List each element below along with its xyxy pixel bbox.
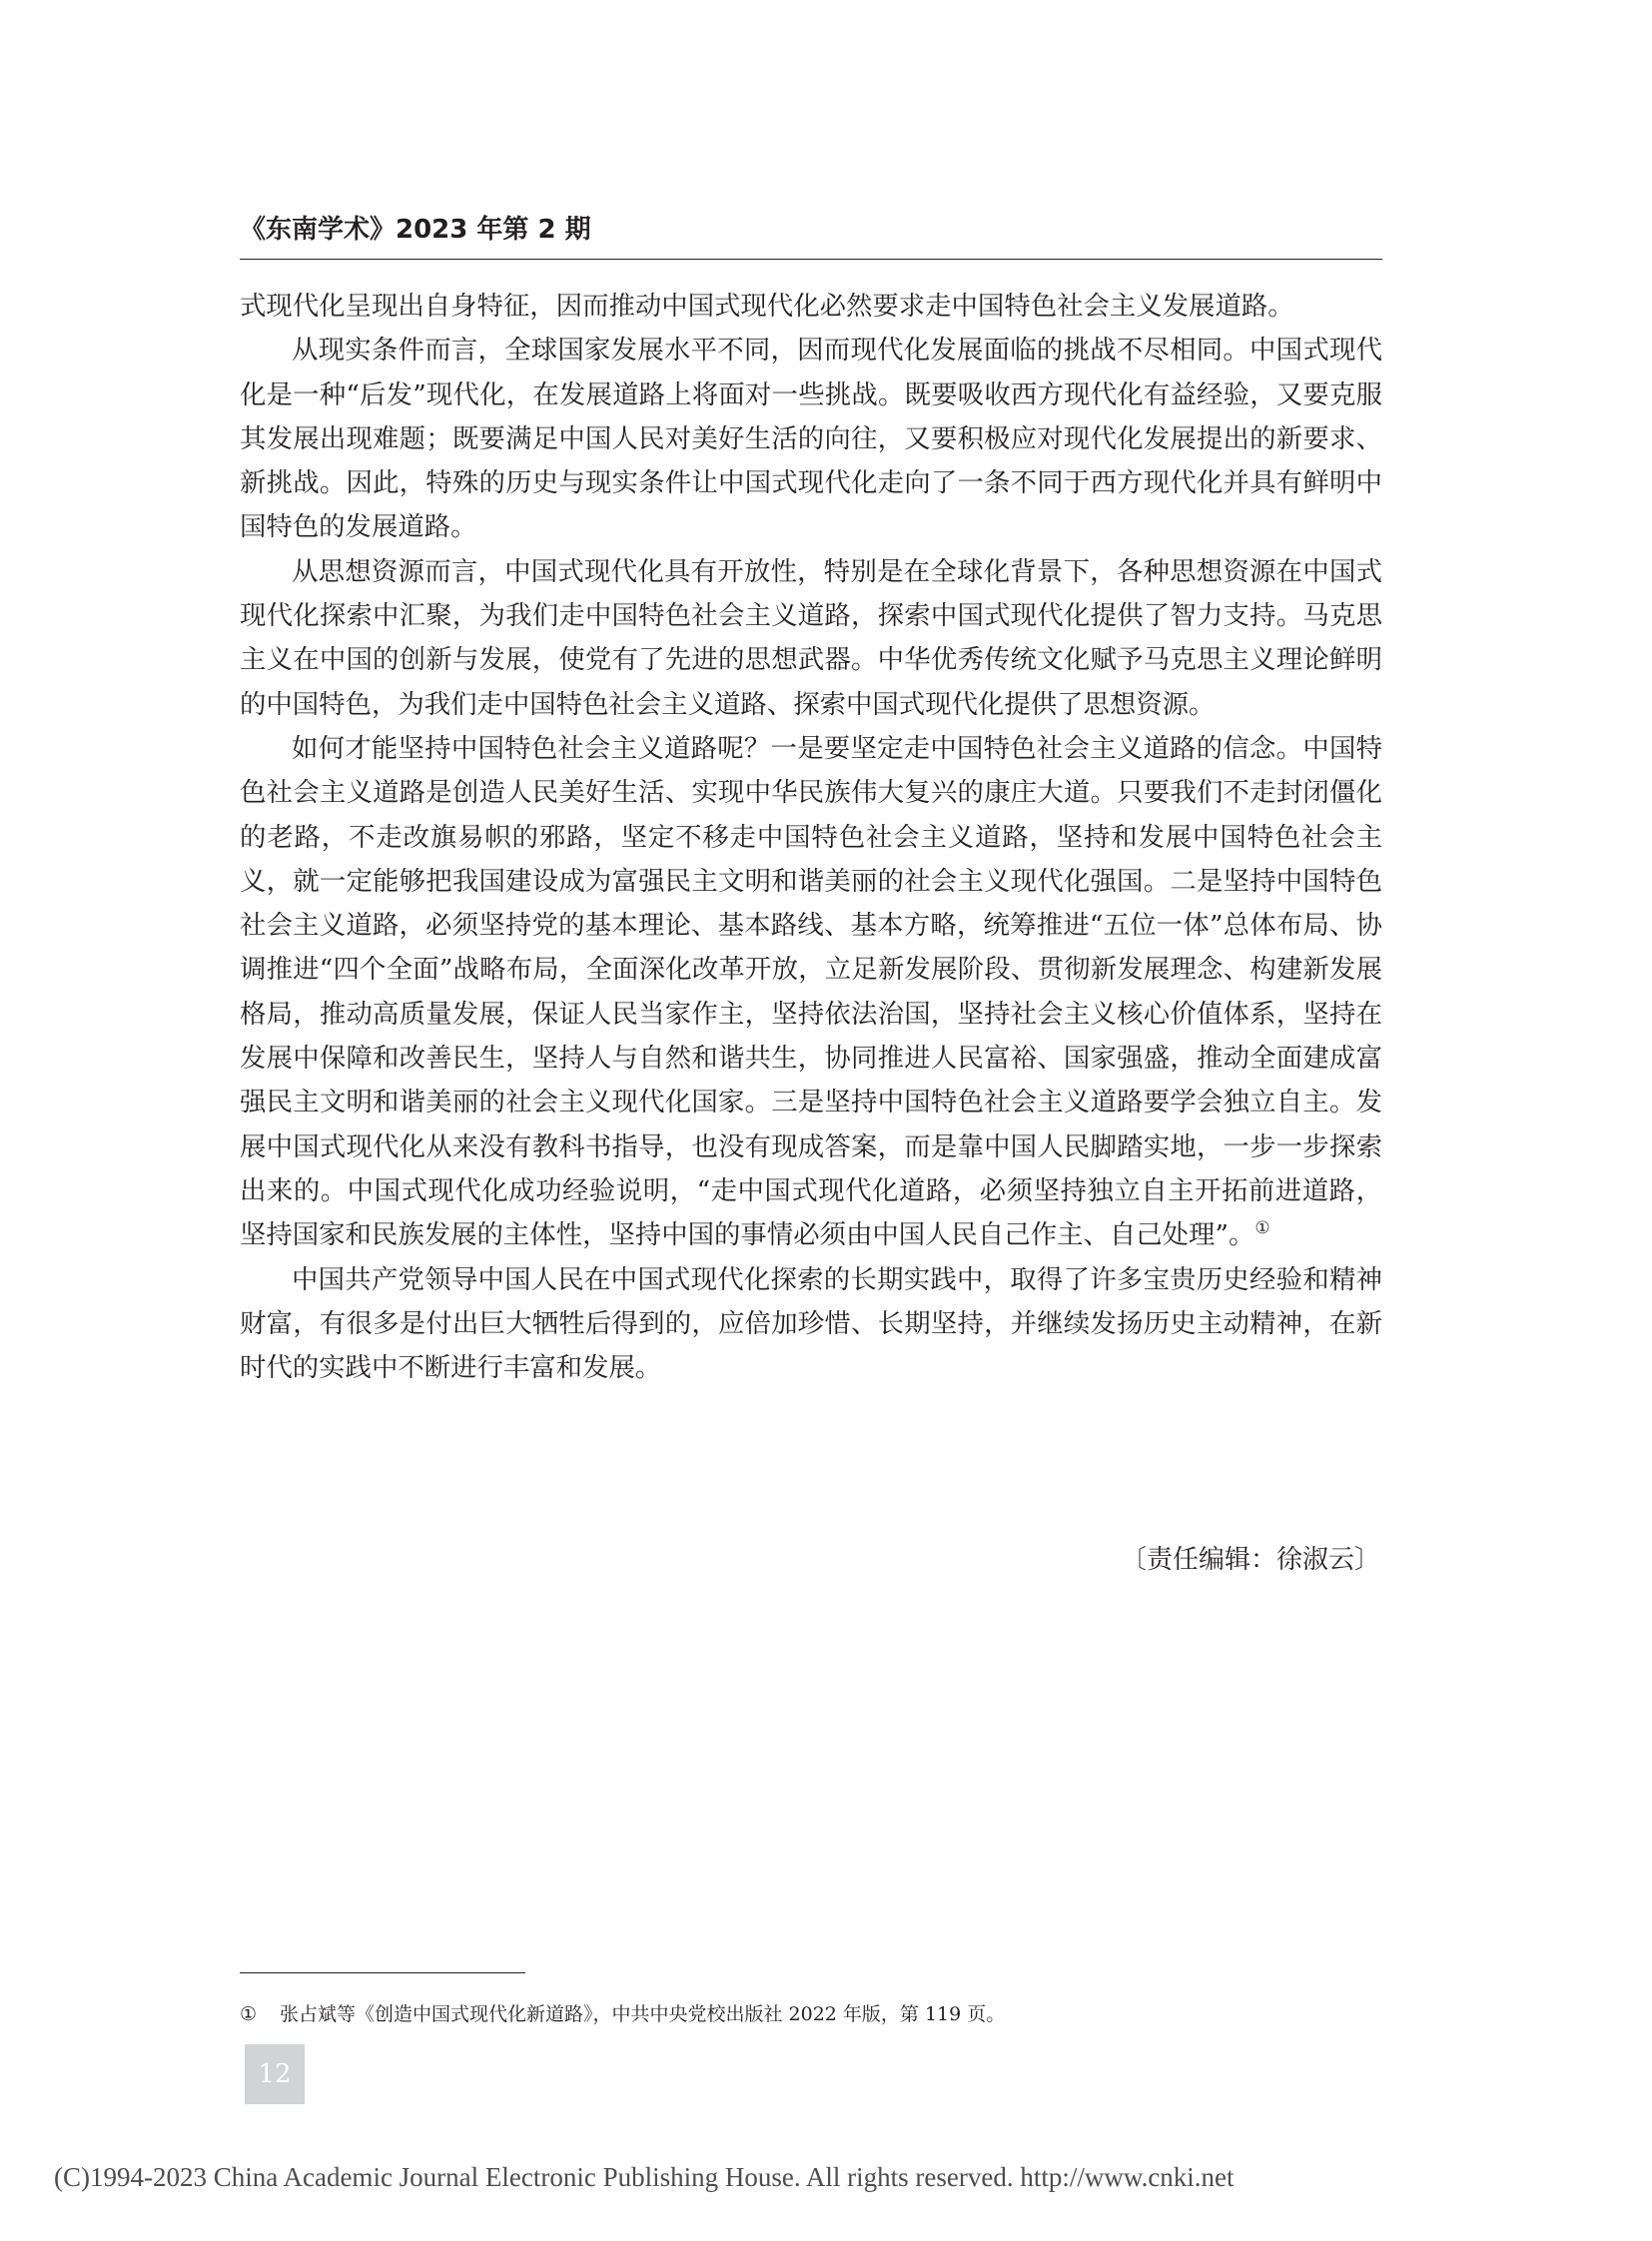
footnote (240, 2000, 1382, 2028)
copyright-notice: (C)1994-2023 China Academic Journal Electronic Publishing House. All rights reserved. http://www.cnki.net (54, 2162, 1235, 2192)
responsible-editor-note: 〔责任编辑：徐淑云〕 (1120, 1545, 1380, 1575)
paragraph-continuation: 式现代化呈现出自身特征，因而推动中国式现代化必然要求走中国特色社会主义发展道路。 (240, 291, 1294, 322)
paragraph-conclusion: 中国共产党领导中国人民在中国式现代化探索的长期实践中，取得了许多宝贵历史经验和精神财富，有很多是付出巨大牺牲后得到的，应倍加珍惜、长期坚持，并继续发扬历史主动精神，在新时代的实践中不断进行丰富和发展。 (240, 1263, 1382, 1384)
running-head: 《东南学术》2023 年第 2 期 (240, 215, 591, 245)
paragraph-ideological-resources: 从思想资源而言，中国式现代化具有开放性，特别是在全球化背景下，各种思想资源在中国式现代化探索中汇聚，为我们走中国特色社会主义道路，探索中国式现代化提供了智力支持。马克思主义在中国的创新与发展，使党有了先进的思想武器。中华优秀传统文化赋予马克思主义理论鲜明的中国特色，为我们走中国特色社会主义道路、探索中国式现代化提供了思想资源。 (240, 555, 1382, 720)
footnote-reference[interactable]: ① (1254, 1218, 1270, 1239)
footnote-mark: ① (240, 2003, 258, 2025)
paragraph-how-to-adhere (240, 727, 1382, 1258)
header-divider (240, 259, 1382, 260)
paragraph-how-to-adhere-text: 如何才能坚持中国特色社会主义道路呢？一是要坚定走中国特色社会主义道路的信念。中国特色社会主义道路是创造人民美好生活、实现中华民族伟大复兴的康庄大道。只要我们不走封闭僵化的老路，不走改旗易帜的邪路，坚定不移走中国特色社会主义道路，坚持和发展中国特色社会主义，就一定能够把我国建设成为富强民主文明和谐美丽的社会主义现代化强国。二是坚持中国特色社会主义道路，必须坚持党的基本理论、基本路线、基本方略，统筹推进“五位一体”总体布局、协调推进“四个全面”战略布局，全面深化改革开放，立足新发展阶段、贯彻新发展理念、构建新发展格局，推动高质量发展，保证人民当家作主，坚持依法治国，坚持社会主义核心价值体系，坚持在发展中保障和改善民生，坚持人与自然和谐共生，协同推进人民富裕、国家强盛，推动全面建成富强民主文明和谐美丽的社会主义现代化国家。三是坚持中国特色社会主义道路要学会独立自主。发展中国式现代化从来没有教科书指导，也没有现成答案，而是靠中国人民脚踏实地，一步一步探索出来的。中国式现代化成功经验说明，“走中国式现代化道路，必须坚持独立自主开拓前进道路，坚持国家和民族发展的主体性，坚持中国的事情必须由中国人民自己作主、自己处理”。 (240, 732, 1382, 1251)
footnote-text: 张占斌等《创造中国式现代化新道路》，中共中央党校出版社 2022 年版，第 119 页。 (280, 2003, 1006, 2025)
footnote-divider (240, 1972, 525, 1973)
article-body (240, 285, 1382, 1390)
page-number: 12 (245, 2044, 305, 2104)
paragraph-realistic-conditions: 从现实条件而言，全球国家发展水平不同，因而现代化发展面临的挑战不尽相同。中国式现代化是一种“后发”现代化，在发展道路上将面对一些挑战。既要吸收西方现代化有益经验，又要克服其发展出现难题；既要满足中国人民对美好生活的向往，又要积极应对现代化发展提出的新要求、新挑战。因此，特殊的历史与现实条件让中国式现代化走向了一条不同于西方现代化并具有鲜明中国特色的发展道路。 (240, 335, 1382, 543)
